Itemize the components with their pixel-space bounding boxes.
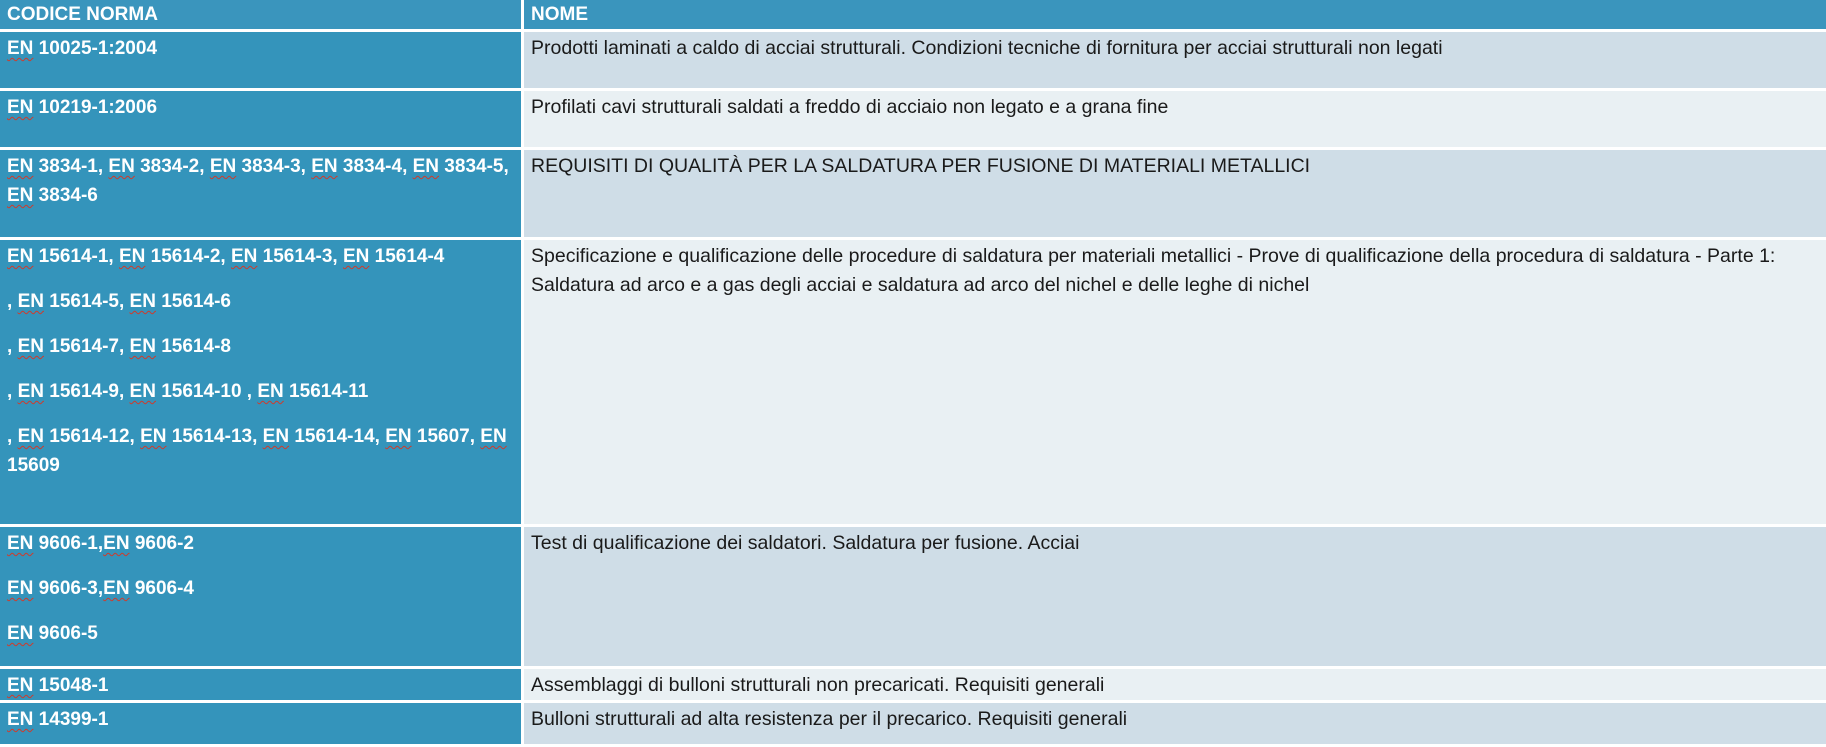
spellcheck-token: EN xyxy=(17,381,44,402)
table-row xyxy=(0,150,1826,240)
table-row xyxy=(0,703,1826,747)
code-cell xyxy=(0,150,524,240)
code-line: , EN 15614-7, EN 15614-8 xyxy=(7,336,231,357)
table-row xyxy=(0,32,1826,91)
spellcheck-token: EN xyxy=(385,426,412,447)
spellcheck-token: EN xyxy=(17,426,44,447)
spellcheck-token: EN xyxy=(103,533,130,554)
table-row xyxy=(0,91,1826,150)
name-cell: Prodotti laminati a caldo di acciai strutturali. Condizioni tecniche di fornitura per acciai strutturali non legati xyxy=(524,32,1826,91)
code-cell xyxy=(0,32,524,91)
name-cell: REQUISITI DI QUALITÀ PER LA SALDATURA PER FUSIONE DI MATERIALI METALLICI xyxy=(524,150,1826,240)
code-line: , EN 15614-12, EN 15614-13, EN 15614-14, EN 15607, EN 15609 xyxy=(7,426,507,476)
name-cell: Profilati cavi strutturali saldati a freddo di acciaio non legato e a grana fine xyxy=(524,91,1826,150)
spellcheck-token: EN xyxy=(129,291,156,312)
table-row xyxy=(0,669,1826,703)
code-cell xyxy=(0,669,524,703)
spellcheck-token: EN xyxy=(311,156,338,177)
code-cell xyxy=(0,91,524,150)
code-cell xyxy=(0,240,524,527)
name-cell: Specificazione e qualificazione delle procedure di saldatura per materiali metallici - Prove di qualificazione della procedura di saldatura - Parte 1: Saldatura ad arco e a gas degli acciai e saldatura ad arco del nichel e delle leghe di nichel xyxy=(524,240,1826,527)
code-cell xyxy=(0,527,524,669)
spellcheck-token: EN xyxy=(17,291,44,312)
spellcheck-token: EN xyxy=(7,623,34,644)
code-line: EN 3834-1, EN 3834-2, EN 3834-3, EN 3834-4, EN 3834-5, EN 3834-6 xyxy=(7,156,509,206)
table-row xyxy=(0,240,1826,527)
spellcheck-token: EN xyxy=(262,426,290,447)
code-cell xyxy=(0,703,524,747)
spellcheck-token: EN xyxy=(209,156,237,177)
code-line: EN 10219-1:2006 xyxy=(7,97,158,118)
code-line: , EN 15614-9, EN 15614-10 , EN 15614-11 xyxy=(7,381,369,402)
spellcheck-token: EN xyxy=(108,156,135,177)
code-line: EN 10025-1:2004 xyxy=(7,38,158,59)
spellcheck-token: EN xyxy=(7,533,34,554)
spellcheck-token: EN xyxy=(7,156,34,177)
code-line: EN 15048-1 xyxy=(7,675,109,696)
spellcheck-token: EN xyxy=(257,381,284,402)
code-line: EN 9606-1,EN 9606-2 xyxy=(7,533,194,554)
spellcheck-token: EN xyxy=(7,185,34,206)
spellcheck-token: EN xyxy=(342,246,370,267)
spellcheck-token: EN xyxy=(7,97,34,118)
spellcheck-token: EN xyxy=(129,336,156,357)
spellcheck-token: EN xyxy=(230,246,258,267)
spellcheck-token: EN xyxy=(7,38,34,59)
code-line: EN 9606-3,EN 9606-4 xyxy=(7,578,194,599)
spellcheck-token: EN xyxy=(7,709,34,730)
name-cell: Bulloni strutturali ad alta resistenza per il precarico. Requisiti generali xyxy=(524,703,1826,747)
spellcheck-token: EN xyxy=(7,578,34,599)
name-cell: Assemblaggi di bulloni strutturali non precaricati. Requisiti generali xyxy=(524,669,1826,703)
code-line: EN 14399-1 xyxy=(7,709,109,730)
spellcheck-token: EN xyxy=(412,156,440,177)
spellcheck-token: EN xyxy=(7,246,34,267)
name-cell: Test di qualificazione dei saldatori. Saldatura per fusione. Acciai xyxy=(524,527,1826,669)
header-codice-norma: CODICE NORMA xyxy=(0,0,524,32)
spellcheck-token: EN xyxy=(129,381,156,402)
spellcheck-token: EN xyxy=(480,426,507,447)
code-line: , EN 15614-5, EN 15614-6 xyxy=(7,291,231,312)
spellcheck-token: EN xyxy=(7,675,34,696)
spellcheck-token: EN xyxy=(17,336,44,357)
spellcheck-token: EN xyxy=(118,246,146,267)
header-nome: NOME xyxy=(524,0,1826,32)
code-line: EN 15614-1, EN 15614-2, EN 15614-3, EN 15614-4 xyxy=(7,246,445,267)
header-row xyxy=(0,0,1826,32)
spellcheck-token: EN xyxy=(140,426,167,447)
spellcheck-token: EN xyxy=(103,578,130,599)
table-row xyxy=(0,527,1826,669)
code-line: EN 9606-5 xyxy=(7,623,98,644)
